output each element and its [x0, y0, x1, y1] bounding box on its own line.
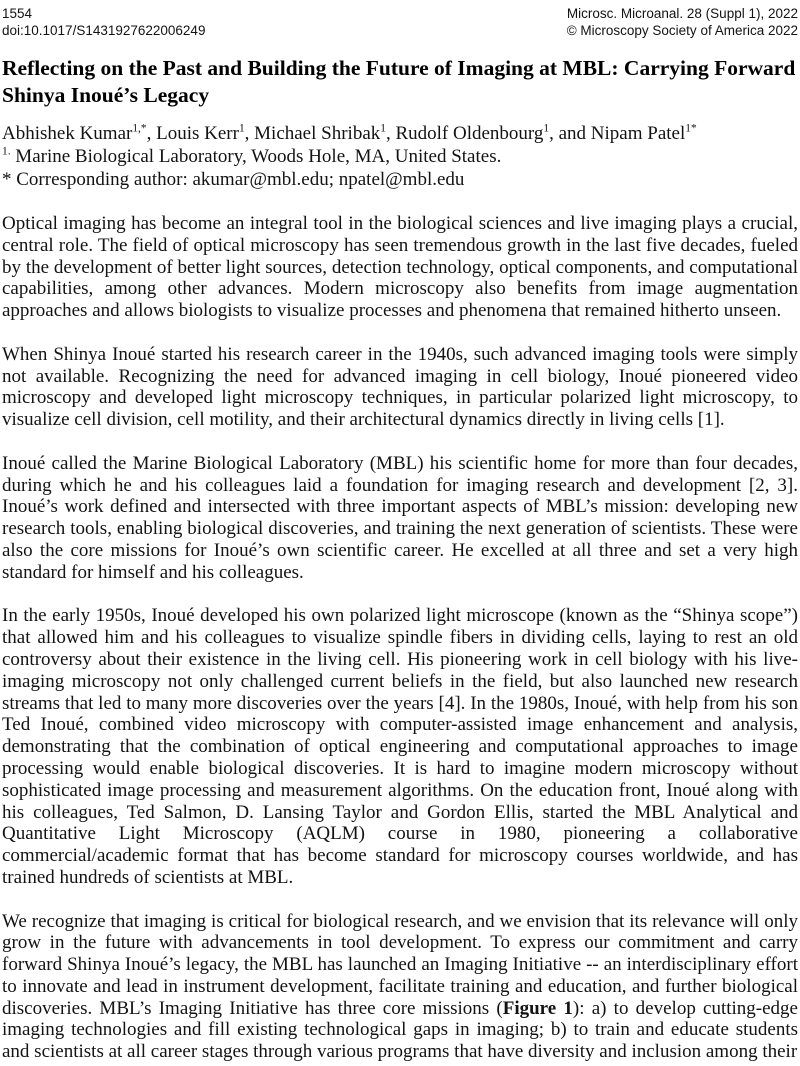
copyright-notice: © Microscopy Society of America 2022	[566, 23, 798, 38]
paragraph-1: Optical imaging has become an integral tool in the biological sciences and live imaging plays a crucial, central role. The field of optical microscopy has seen tremendous growth in the last five decades, fueled by the development of better light sources, detection technology, optical components, and computational capabilities, among other advances. Modern microscopy also benefits from image augmentation approaches and allows biologists to visualize processes and phenomena that remained hitherto unseen.	[2, 213, 798, 322]
affiliation-text: Marine Biological Laboratory, Woods Hole, MA, United States.	[10, 146, 502, 167]
article-body	[2, 213, 798, 1063]
author-affiliation-superscript: 1	[543, 122, 550, 135]
paragraph-5-text: We recognize that imaging is critical for biological research, and we envision that its relevance will only grow in the future with advancements in tool development. To express our commitment and carry forward Shinya Inoué’s legacy, the MBL has launched an Imaging Initiative -- an interdisciplinary effort to innovate and lead in instrument development, facilitate training and education, and further biological discoveries. MBL’s Imaging Initiative has three core missions (	[2, 910, 798, 1019]
paragraph-4: In the early 1950s, Inoué developed his own polarized light microscope (known as the “Shinya scope”) that allowed him and his colleagues to visualize spindle fibers in dividing cells, laying to rest an old controversy about their existence in the living cell. His pioneering work in cell biology with his live-imaging microscopy not only challenged current beliefs in the field, but also launched new research streams that led to many more discoveries over the years [4]. In the 1980s, Inoué, with help from his son Ted Inoué, combined video microscopy with computer-assisted image enhancement and analysis, demonstrating that the combination of optical engineering and computational approaches to image processing would enable biological discoveries. It is hard to imagine modern microscopy without sophisticated image processing and measurement algorithms. On the education front, Inoué along with his colleagues, Ted Salmon, D. Lansing Taylor and Gordon Ellis, started the MBL Analytical and Quantitative Light Microscopy (AQLM) course in 1980, pioneering a collaborative commercial/academic format that has become standard for microscopy courses worldwide, and has trained hundreds of scientists at MBL.	[2, 605, 798, 888]
author-affiliation-superscript: 1	[380, 122, 386, 135]
page-number: 1554	[2, 6, 33, 21]
author-affiliation-superscript: 1*	[685, 122, 697, 135]
corresponding-author-line: * Corresponding author: akumar@mbl.edu; npatel@mbl.edu	[2, 169, 465, 190]
paragraph-3: Inoué called the Marine Biological Laboratory (MBL) his scientific home for more than four decades, during which he and his colleagues laid a foundation for imaging research and development [2, 3]. Inoué’s work defined and intersected with three important aspects of MBL’s mission: developing new research tools, enabling biological discoveries, and training the next generation of scientists. These were also the core missions for Inoué’s own scientific career. He excelled at all three and set a very high standard for himself and his colleagues.	[2, 452, 798, 583]
author-name: , Louis Kerr	[146, 123, 239, 144]
authors-block	[2, 122, 798, 191]
paragraph-5	[2, 911, 798, 1064]
journal-citation: Microsc. Microanal. 28 (Suppl 1), 2022	[566, 6, 798, 21]
paper-title: Reflecting on the Past and Building the Future of Imaging at MBL: Carrying Forward Shinya Inoué’s Legacy	[2, 56, 796, 107]
authors-line	[2, 122, 798, 145]
affiliation-number-superscript: 1.	[2, 145, 11, 158]
author-affiliation-superscript: 1	[238, 122, 245, 135]
paragraph-2: When Shinya Inoué started his research career in the 1940s, such advanced imaging tools were simply not available. Recognizing the need for advanced imaging in cell biology, Inoué pioneered video microscopy and developed light microscopy techniques, in particular polarized light microscopy, to visualize cell division, cell motility, and their architectural dynamics directly in living cells [1].	[2, 343, 798, 431]
affiliation-line	[2, 145, 798, 168]
author-name: Abhishek Kumar	[2, 123, 133, 144]
paragraph-5-text: ): a) to develop cutting-edge imaging technologies and fill existing technological gaps in imaging; b) to train and educate students and scientists at all career stages through various programs that have diversity and inclusion among their	[2, 997, 798, 1063]
author-name: , and Nipam Patel	[549, 123, 686, 144]
author-name: , Rudolf Oldenbourg	[385, 123, 544, 144]
doi: doi:10.1017/S1431927622006249	[2, 23, 206, 38]
figure-1-reference: Figure 1	[502, 997, 573, 1019]
header-left	[2, 5, 205, 39]
header-right	[567, 5, 798, 39]
page-header	[2, 5, 798, 39]
author-name: , Michael Shribak	[244, 123, 381, 144]
author-affiliation-superscript: 1,*	[132, 122, 147, 135]
